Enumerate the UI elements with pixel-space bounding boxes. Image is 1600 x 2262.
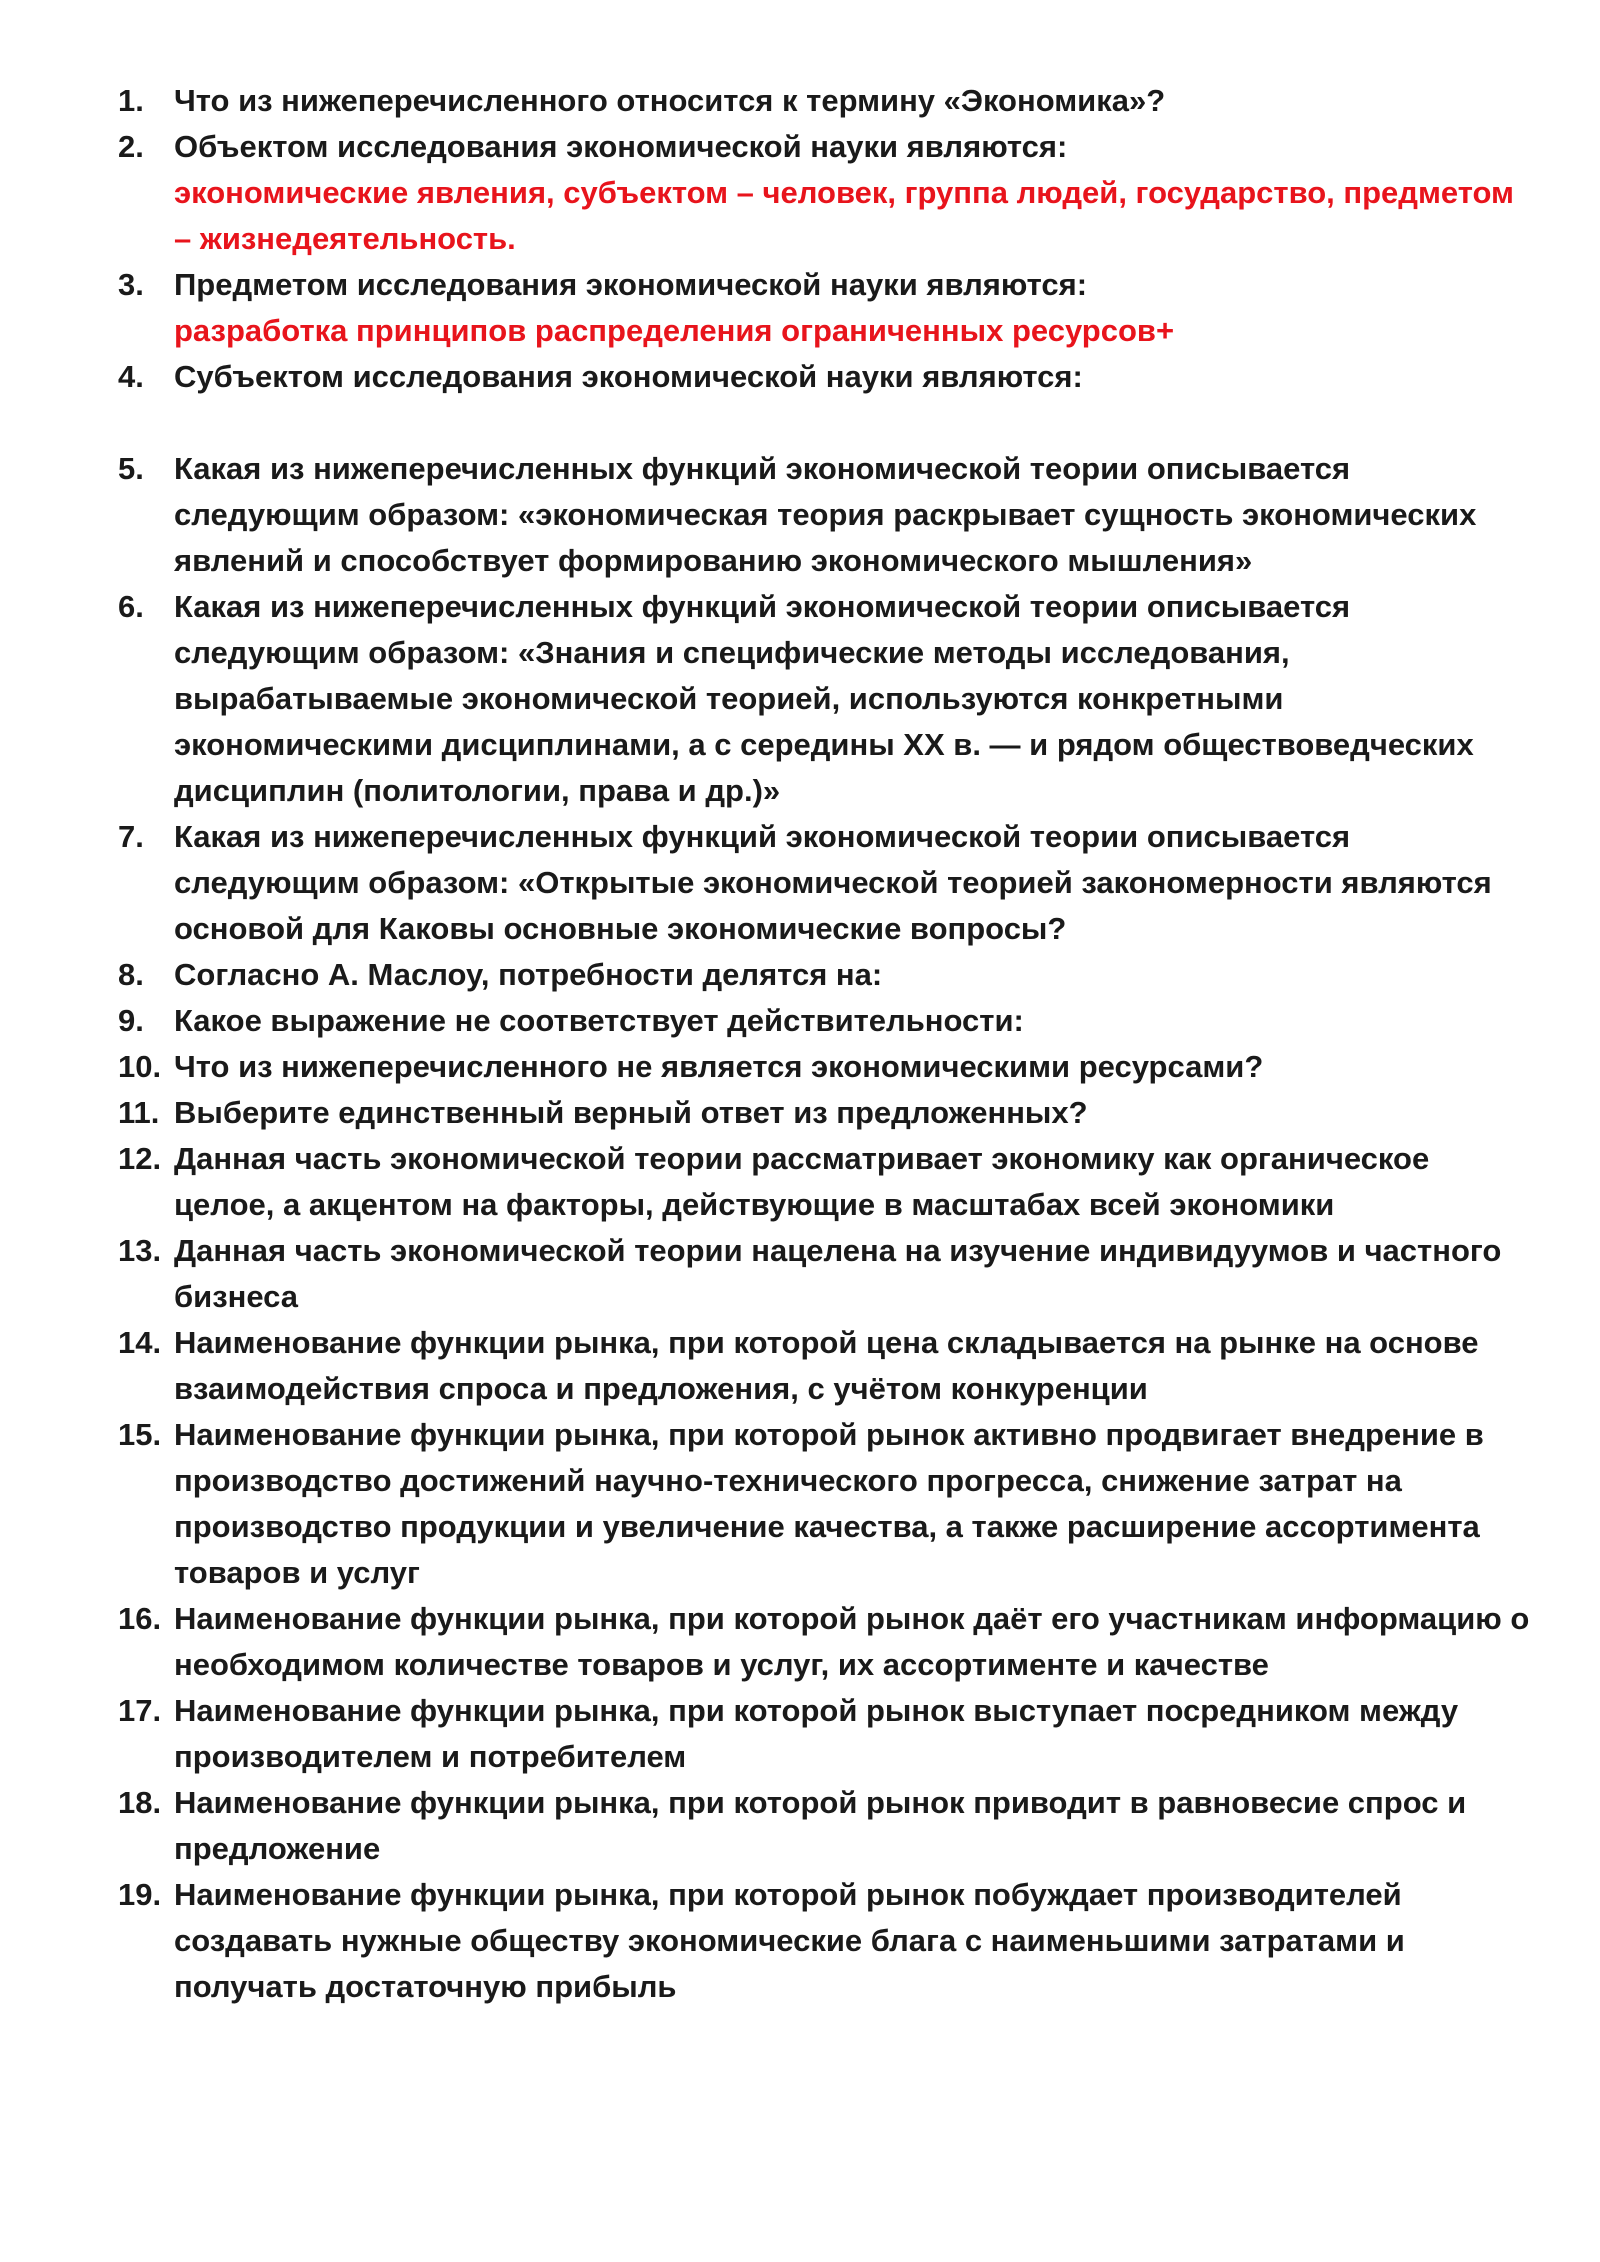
question-number: 17. xyxy=(118,1693,162,1728)
question-body xyxy=(174,124,1538,262)
question-text: Какое выражение не соответствует действительности: xyxy=(174,1003,1024,1038)
question-text: Наименование функции рынка, при которой рынок побуждает производителей создавать нужные обществу экономические блага с наименьшими затратами и получать достаточную прибыль xyxy=(174,1877,1405,2004)
question-text: Что из нижеперечисленного относится к термину «Экономика»? xyxy=(174,83,1166,118)
question-text: Данная часть экономической теории рассматривает экономику как органическое целое, а акцентом на факторы, действующие в масштабах всей экономики xyxy=(174,1141,1430,1222)
question-item-7 xyxy=(118,814,1538,952)
question-text: Что из нижеперечисленного не является экономическими ресурсами? xyxy=(174,1049,1264,1084)
question-item-4 xyxy=(118,354,1538,400)
question-text: Наименование функции рынка, при которой рынок выступает посредником между производителем и потребителем xyxy=(174,1693,1459,1774)
question-item-14 xyxy=(118,1320,1538,1412)
question-item-2 xyxy=(118,124,1538,262)
question-number: 6. xyxy=(118,589,144,624)
question-number: 4. xyxy=(118,359,144,394)
question-body xyxy=(174,584,1538,814)
question-number: 3. xyxy=(118,267,144,302)
question-body xyxy=(174,78,1538,124)
blank-line xyxy=(118,400,1538,446)
question-text: Субъектом исследования экономической науки являются: xyxy=(174,359,1083,394)
answer-text: разработка принципов распределения ограниченных ресурсов+ xyxy=(174,313,1175,348)
question-item-13 xyxy=(118,1228,1538,1320)
question-text: Данная часть экономической теории нацелена на изучение индивидуумов и частного бизнеса xyxy=(174,1233,1502,1314)
question-text: Объектом исследования экономической науки являются: xyxy=(174,129,1068,164)
question-item-17 xyxy=(118,1688,1538,1780)
question-body xyxy=(174,1780,1538,1872)
question-number: 1. xyxy=(118,83,144,118)
question-number: 7. xyxy=(118,819,144,854)
question-item-5 xyxy=(118,446,1538,584)
question-item-3 xyxy=(118,262,1538,354)
question-item-8 xyxy=(118,952,1538,998)
question-number: 18. xyxy=(118,1785,162,1820)
question-body xyxy=(174,814,1538,952)
question-text: Предметом исследования экономической науки являются: xyxy=(174,267,1088,302)
question-item-18 xyxy=(118,1780,1538,1872)
question-number: 9. xyxy=(118,1003,144,1038)
question-number: 19. xyxy=(118,1877,162,1912)
question-item-12 xyxy=(118,1136,1538,1228)
question-number: 11. xyxy=(118,1095,160,1130)
question-body xyxy=(174,262,1538,354)
question-item-6 xyxy=(118,584,1538,814)
question-text: Выберите единственный верный ответ из предложенных? xyxy=(174,1095,1088,1130)
question-number: 16. xyxy=(118,1601,162,1636)
question-list xyxy=(118,78,1538,2010)
question-item-1 xyxy=(118,78,1538,124)
question-text: Какая из нижеперечисленных функций экономической теории описывается следующим образом: «Знания и специфические методы исследования, вырабатываемые экономической теорией, используются конкретными экономическими дисциплинами, а с середины XX в. — и рядом обществоведческих дисциплин (политологии, права и др.)» xyxy=(174,589,1474,808)
question-text: Наименование функции рынка, при которой цена складывается на рынке на основе взаимодействия спроса и предложения, с учётом конкуренции xyxy=(174,1325,1479,1406)
question-body xyxy=(174,1320,1538,1412)
question-body xyxy=(174,998,1538,1044)
question-item-10 xyxy=(118,1044,1538,1090)
question-number: 2. xyxy=(118,129,144,164)
question-body xyxy=(174,1596,1538,1688)
question-number: 8. xyxy=(118,957,144,992)
question-body xyxy=(174,1090,1538,1136)
question-item-19 xyxy=(118,1872,1538,2010)
question-body xyxy=(174,952,1538,998)
question-item-15 xyxy=(118,1412,1538,1596)
question-text: Наименование функции рынка, при которой рынок активно продвигает внедрение в производство достижений научно-технического прогресса, снижение затрат на производство продукции и увеличение качества, а также расширение ассортимента товаров и услуг xyxy=(174,1417,1484,1590)
question-body xyxy=(174,1136,1538,1228)
question-item-16 xyxy=(118,1596,1538,1688)
question-body xyxy=(174,446,1538,584)
question-number: 15. xyxy=(118,1417,162,1452)
question-text: Какая из нижеперечисленных функций экономической теории описывается следующим образом: «Открытые экономической теорией закономерности являются основой для Каковы основные экономические вопросы? xyxy=(174,819,1492,946)
question-text: Согласно А. Маслоу, потребности делятся на: xyxy=(174,957,883,992)
question-text: Наименование функции рынка, при которой рынок приводит в равновесие спрос и предложение xyxy=(174,1785,1467,1866)
question-body xyxy=(174,1412,1538,1596)
question-body xyxy=(174,354,1538,400)
question-text: Наименование функции рынка, при которой рынок даёт его участникам информацию о необходимом количестве товаров и услуг, их ассортименте и качестве xyxy=(174,1601,1530,1682)
answer-text: экономические явления, субъектом – человек, группа людей, государство, предметом – жизнедеятельность. xyxy=(174,175,1514,256)
question-number: 10. xyxy=(118,1049,162,1084)
question-number: 13. xyxy=(118,1233,162,1268)
question-number: 12. xyxy=(118,1141,162,1176)
question-item-9 xyxy=(118,998,1538,1044)
question-text: Какая из нижеперечисленных функций экономической теории описывается следующим образом: «экономическая теория раскрывает сущность экономических явлений и способствует формированию экономического мышления» xyxy=(174,451,1477,578)
question-number: 5. xyxy=(118,451,144,486)
question-item-11 xyxy=(118,1090,1538,1136)
question-body xyxy=(174,1228,1538,1320)
question-number: 14. xyxy=(118,1325,162,1360)
question-body xyxy=(174,1872,1538,2010)
question-body xyxy=(174,1044,1538,1090)
question-body xyxy=(174,1688,1538,1780)
